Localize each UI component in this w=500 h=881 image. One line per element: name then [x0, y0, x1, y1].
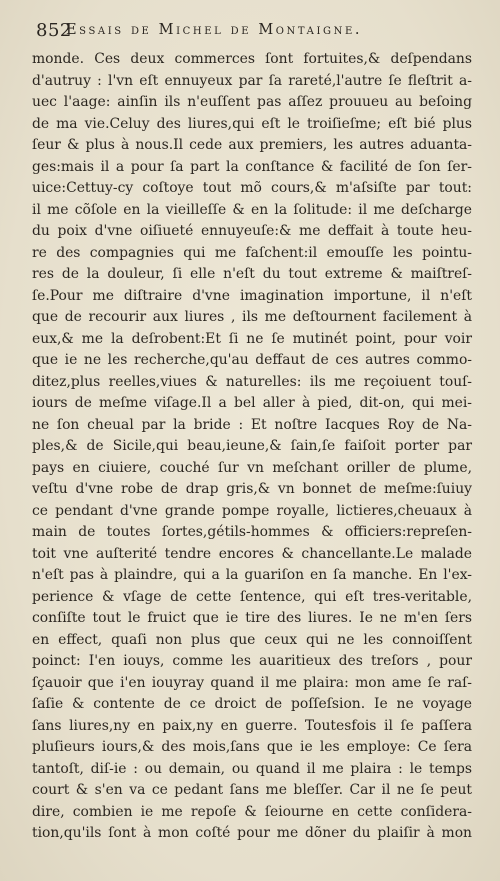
text-line: d'autruy : l'vn eſt ennuyeux par ſa rareté,l'autre ſe fleſtrit a- — [32, 72, 472, 89]
text-line: dire, combien ie me repoſe & ſeiourne en cette conſidera- — [32, 803, 472, 820]
text-line: que de recourir aux liures , ils me deſtournent facilement à — [32, 309, 472, 325]
text-line: que ie ne les recherche,qu'au deffaut de ces autres commo- — [32, 352, 472, 368]
text-line: court & s'en va ce pedant ſans me bleſſer. Car il ne ſe peut — [32, 782, 472, 798]
running-title: Essais de Michel de Montaigne. — [66, 22, 363, 38]
text-line: veſtu d'vne robe de drap gris,& vn bonnet de meſme:ſuiuy — [32, 481, 472, 497]
text-line: ſçauoir que i'en iouyray quand il me plaira: mon ame ſe raſ- — [32, 674, 472, 691]
text-line: ſe.Pour me diſtraire d'vne imagination importune, il n'eſt — [32, 287, 472, 304]
text-line: ſeur & plus à nous.Il cede aux premiers, les autres aduanta- — [32, 137, 472, 153]
text-line: ditez,plus reelles,viues & naturelles: ils me reçoiuent touſ- — [32, 373, 472, 390]
text-line: uec l'aage: ainſin ils n'euſſent pas aſſez prouueu au beſoing — [32, 94, 472, 110]
text-line: tion,qu'ils ſont à mon coſté pour me dõner du plaiſir à mon — [32, 825, 472, 841]
text-line: n'eſt pas à plaindre, qui a la guariſon en ſa manche. En l'ex- — [32, 567, 472, 583]
text-line: perience & vſage de cette ſentence, qui eſt tres-veritable, — [32, 588, 472, 605]
text-line: pluſieurs iours,& des mois,ſans que ie les employe: Ce ſera — [32, 739, 472, 755]
text-line: ſans liures,ny en paix,ny en guerre. Toutesfois il ſe paſſera — [32, 717, 472, 734]
text-line: re des compagnies qui me faſchent:il emouſſe les pointu- — [32, 244, 472, 261]
text-line: ce pendant d'vne grande pompe royalle, lictieres,cheuaux à — [32, 502, 472, 519]
page-header — [36, 20, 476, 44]
text-line: ne ſon cheual par la bride : Et noſtre Iacques Roy de Na- — [32, 416, 472, 433]
text-line: conſiſte tout le fruict que ie tire des liures. Ie ne m'en ſers — [32, 610, 472, 626]
text-line: toit vne auſterité tendre encores & chancellante.Le malade — [32, 545, 472, 562]
text-line: res de la douleur, ſi elle n'eſt du tout extreme & maiſtreſ- — [32, 266, 472, 282]
text-line: eux,& me la deſrobent:Et ſi ne ſe mutinét point, pour voir — [32, 330, 472, 347]
text-line: poinct: I'en iouys, comme les auaritieux des treſors , pour — [32, 653, 472, 669]
text-line: du poix d'vne oiſiueté ennuyeuſe:& me deffait à toute heu- — [32, 223, 472, 239]
body-text — [32, 49, 472, 845]
page-number: 852 — [36, 20, 72, 41]
text-line: ſaſie & contente de ce droict de poſſeſsion. Ie ne voyage — [32, 696, 472, 712]
text-line: ples,& de Sicile,qui beau,ieune,& ſain,ſe faiſoit porter par — [32, 438, 472, 454]
text-line: de ma vie.Celuy des liures,qui eſt le troiſieſme; eſt bié plus — [32, 115, 472, 132]
text-line: main de toutes ſortes,géti‌ls-hommes & officiers:repreſen- — [32, 524, 472, 540]
text-line: pays en ciuiere, couché ſur vn meſchant oriller de plume, — [32, 459, 472, 476]
text-line: iours de meſme viſage.Il a bel aller à pied, dit-on, qui mei- — [32, 395, 472, 411]
text-line: ges:mais il a pour ſa part la conſtance & facilité de ſon ſer- — [32, 158, 472, 175]
text-line: monde. Ces deux commerces ſont fortuites,& deſpendans — [32, 51, 472, 67]
text-line: en effect, quaſi non plus que ceux qui ne les connoiſſent — [32, 631, 472, 648]
text-line: il me cõſole en la vieilleſſe & en la ſolitude: il me deſcharge — [32, 201, 472, 218]
text-line: tantoſt, diſ-ie : ou demain, ou quand il me plaira : le temps — [32, 760, 472, 777]
text-line: uice:Cettuy-cy coſtoye tout mõ cours,& m'aſsiſte par tout: — [32, 180, 472, 196]
